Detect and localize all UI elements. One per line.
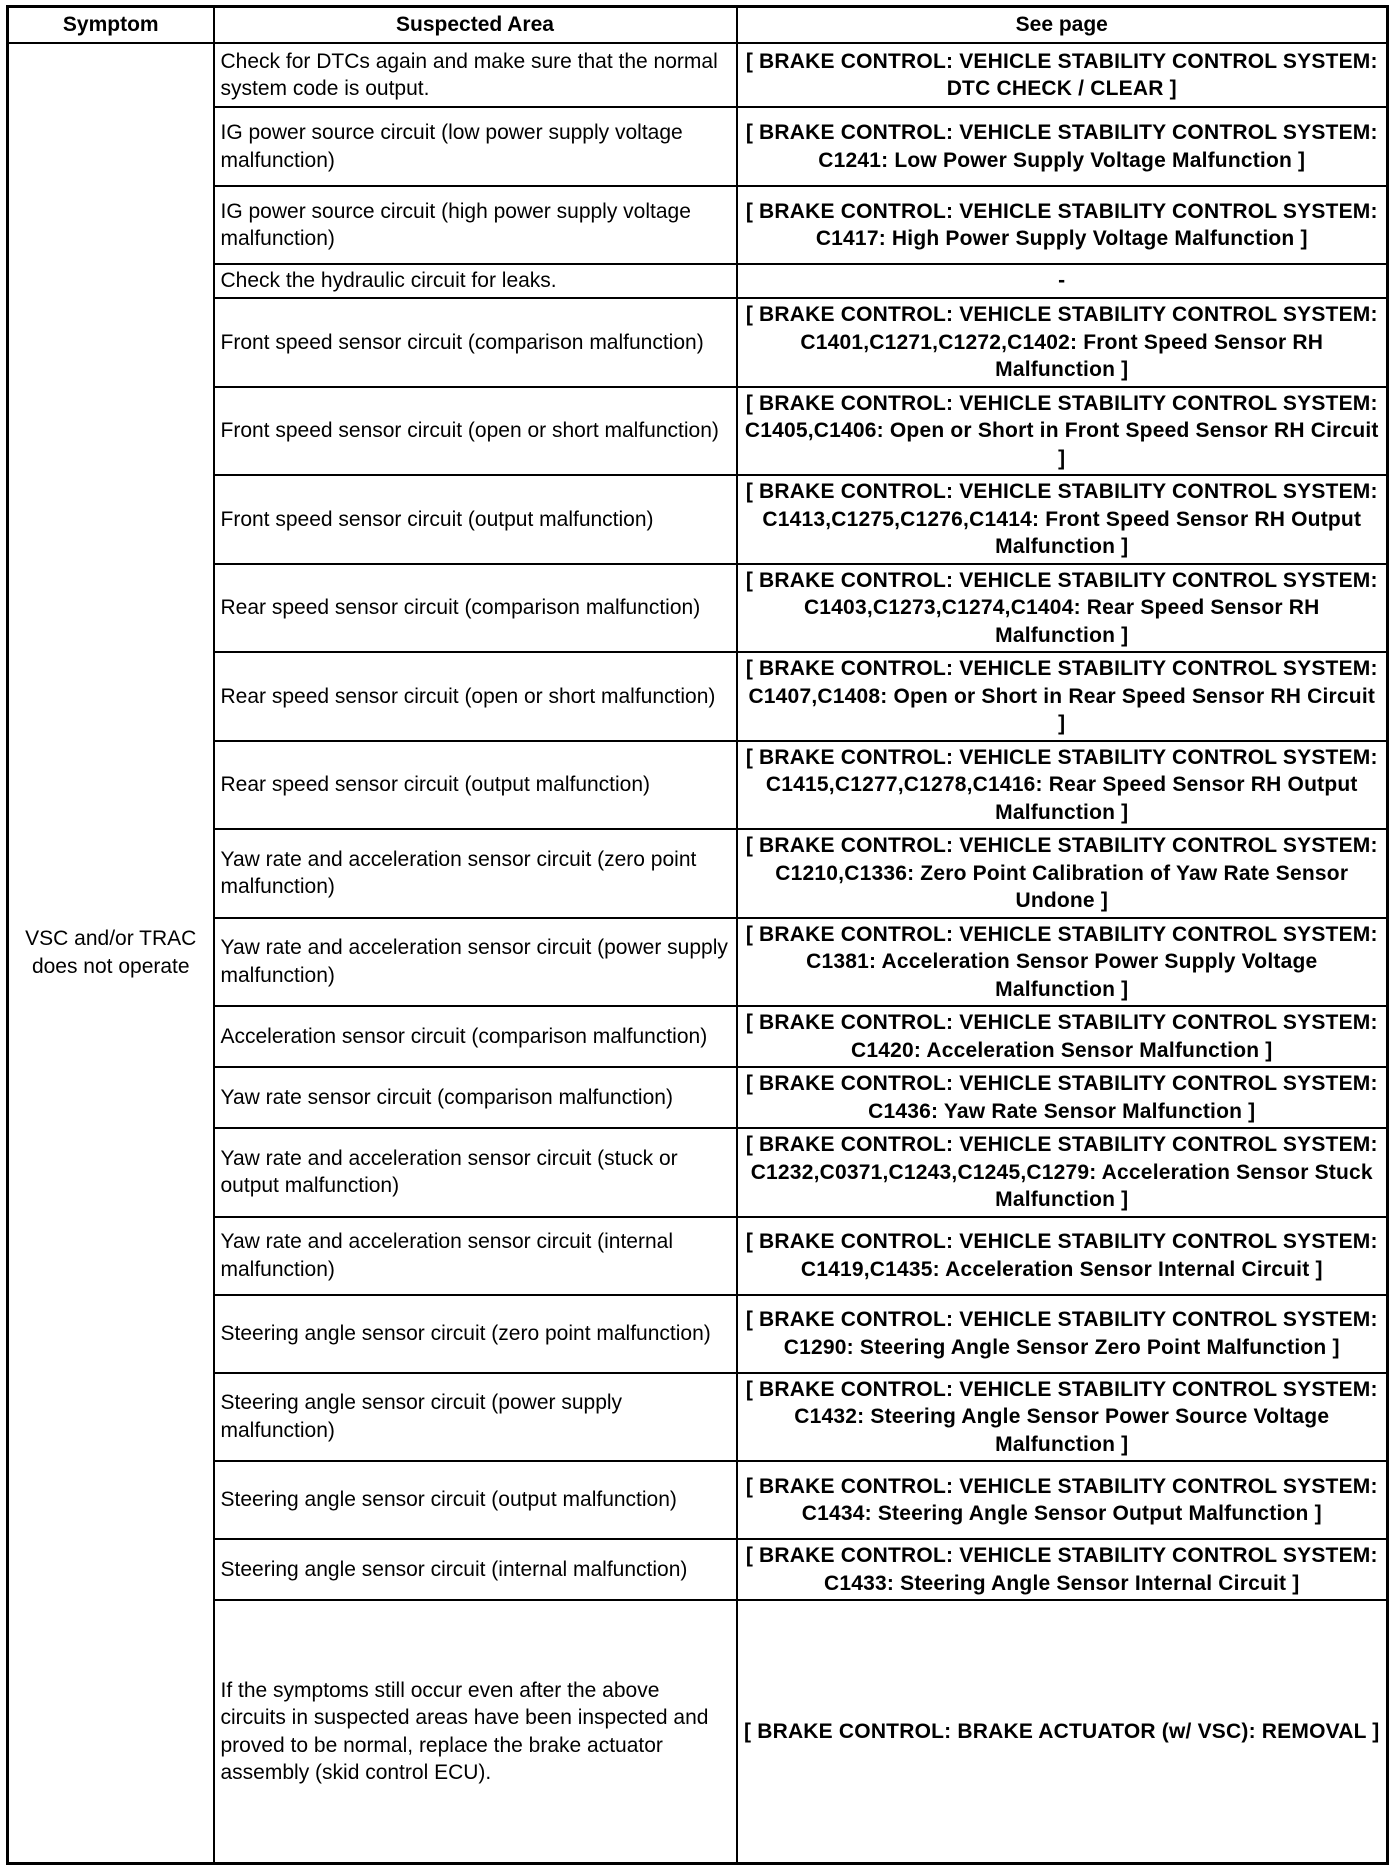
table-row — [8, 1217, 1388, 1295]
header-see-page: See page — [737, 7, 1388, 44]
header-symptom: Symptom — [8, 7, 214, 44]
troubleshooting-table — [6, 5, 1389, 1865]
header-row — [8, 7, 1388, 44]
table-row — [8, 186, 1388, 264]
see-page-link[interactable]: [ BRAKE CONTROL: VEHICLE STABILITY CONTROL SYSTEM: C1407,C1408: Open or Short in Rear Speed Sensor RH Circuit ] — [737, 652, 1388, 741]
see-page-link[interactable]: [ BRAKE CONTROL: VEHICLE STABILITY CONTROL SYSTEM: C1433: Steering Angle Sensor Internal Circuit ] — [737, 1539, 1388, 1600]
suspected-area-cell: Steering angle sensor circuit (internal malfunction) — [214, 1539, 737, 1600]
see-page-link[interactable]: [ BRAKE CONTROL: VEHICLE STABILITY CONTROL SYSTEM: C1419,C1435: Acceleration Sensor Internal Circuit ] — [737, 1217, 1388, 1295]
see-page-link[interactable]: [ BRAKE CONTROL: VEHICLE STABILITY CONTROL SYSTEM: C1232,C0371,C1243,C1245,C1279: Acceleration Sensor Stuck Malfunction ] — [737, 1128, 1388, 1217]
suspected-area-cell: Rear speed sensor circuit (comparison malfunction) — [214, 564, 737, 653]
table-row — [8, 918, 1388, 1007]
table-row — [8, 264, 1388, 298]
suspected-area-cell: Steering angle sensor circuit (power supply malfunction) — [214, 1373, 737, 1462]
suspected-area-cell: If the symptoms still occur even after the above circuits in suspected areas have been inspected and proved to be normal, replace the brake actuator assembly (skid control ECU). — [214, 1600, 737, 1864]
table-row — [8, 43, 1388, 107]
suspected-area-cell: Rear speed sensor circuit (output malfunction) — [214, 741, 737, 830]
suspected-area-cell: Yaw rate and acceleration sensor circuit (internal malfunction) — [214, 1217, 737, 1295]
suspected-area-cell: Rear speed sensor circuit (open or short malfunction) — [214, 652, 737, 741]
suspected-area-cell: Check the hydraulic circuit for leaks. — [214, 264, 737, 298]
table-row — [8, 741, 1388, 830]
see-page-link[interactable]: [ BRAKE CONTROL: VEHICLE STABILITY CONTROL SYSTEM: C1420: Acceleration Sensor Malfunction ] — [737, 1006, 1388, 1067]
table-row — [8, 475, 1388, 564]
table-row — [8, 298, 1388, 387]
table-row — [8, 829, 1388, 918]
suspected-area-cell: Front speed sensor circuit (comparison malfunction) — [214, 298, 737, 387]
table-row — [8, 1295, 1388, 1373]
suspected-area-cell: Check for DTCs again and make sure that the normal system code is output. — [214, 43, 737, 107]
suspected-area-cell: Front speed sensor circuit (output malfunction) — [214, 475, 737, 564]
see-page-link[interactable]: [ BRAKE CONTROL: VEHICLE STABILITY CONTROL SYSTEM: DTC CHECK / CLEAR ] — [737, 43, 1388, 107]
see-page-link[interactable]: [ BRAKE CONTROL: VEHICLE STABILITY CONTROL SYSTEM: C1210,C1336: Zero Point Calibration of Yaw Rate Sensor Undone ] — [737, 829, 1388, 918]
see-page-link[interactable]: [ BRAKE CONTROL: VEHICLE STABILITY CONTROL SYSTEM: C1432: Steering Angle Sensor Power Source Voltage Malfunction ] — [737, 1373, 1388, 1462]
suspected-area-cell: Steering angle sensor circuit (zero point malfunction) — [214, 1295, 737, 1373]
suspected-area-cell: Yaw rate and acceleration sensor circuit (power supply malfunction) — [214, 918, 737, 1007]
suspected-area-cell: IG power source circuit (low power supply voltage malfunction) — [214, 107, 737, 186]
see-page-link[interactable]: [ BRAKE CONTROL: VEHICLE STABILITY CONTROL SYSTEM: C1403,C1273,C1274,C1404: Rear Speed Sensor RH Malfunction ] — [737, 564, 1388, 653]
suspected-area-cell: IG power source circuit (high power supply voltage malfunction) — [214, 186, 737, 264]
symptom-cell: VSC and/or TRAC does not operate — [8, 43, 214, 1864]
see-page-link[interactable]: [ BRAKE CONTROL: VEHICLE STABILITY CONTROL SYSTEM: C1290: Steering Angle Sensor Zero Point Malfunction ] — [737, 1295, 1388, 1373]
suspected-area-cell: Acceleration sensor circuit (comparison malfunction) — [214, 1006, 737, 1067]
see-page-link[interactable]: [ BRAKE CONTROL: VEHICLE STABILITY CONTROL SYSTEM: C1415,C1277,C1278,C1416: Rear Speed Sensor RH Output Malfunction ] — [737, 741, 1388, 830]
table-row — [8, 1373, 1388, 1462]
table-row — [8, 1600, 1388, 1864]
see-page-link[interactable]: [ BRAKE CONTROL: VEHICLE STABILITY CONTROL SYSTEM: C1417: High Power Supply Voltage Malfunction ] — [737, 186, 1388, 264]
table-row — [8, 1067, 1388, 1128]
suspected-area-cell: Yaw rate and acceleration sensor circuit (zero point malfunction) — [214, 829, 737, 918]
see-page-link[interactable]: [ BRAKE CONTROL: VEHICLE STABILITY CONTROL SYSTEM: C1413,C1275,C1276,C1414: Front Speed Sensor RH Output Malfunction ] — [737, 475, 1388, 564]
see-page-link[interactable]: [ BRAKE CONTROL: VEHICLE STABILITY CONTROL SYSTEM: C1401,C1271,C1272,C1402: Front Speed Sensor RH Malfunction ] — [737, 298, 1388, 387]
suspected-area-cell: Yaw rate and acceleration sensor circuit (stuck or output malfunction) — [214, 1128, 737, 1217]
see-page-link[interactable]: [ BRAKE CONTROL: VEHICLE STABILITY CONTROL SYSTEM: C1434: Steering Angle Sensor Output Malfunction ] — [737, 1461, 1388, 1539]
table-row — [8, 1461, 1388, 1539]
suspected-area-cell: Yaw rate sensor circuit (comparison malfunction) — [214, 1067, 737, 1128]
suspected-area-cell: Steering angle sensor circuit (output malfunction) — [214, 1461, 737, 1539]
see-page-link[interactable]: [ BRAKE CONTROL: VEHICLE STABILITY CONTROL SYSTEM: C1381: Acceleration Sensor Power Supply Voltage Malfunction ] — [737, 918, 1388, 1007]
table-row — [8, 387, 1388, 476]
table-row — [8, 564, 1388, 653]
see-page-link[interactable]: [ BRAKE CONTROL: BRAKE ACTUATOR (w/ VSC): REMOVAL ] — [737, 1600, 1388, 1864]
table-row — [8, 1006, 1388, 1067]
table-row — [8, 652, 1388, 741]
see-page-link[interactable]: [ BRAKE CONTROL: VEHICLE STABILITY CONTROL SYSTEM: C1436: Yaw Rate Sensor Malfunction ] — [737, 1067, 1388, 1128]
table-body — [8, 43, 1388, 1864]
see-page-link[interactable]: [ BRAKE CONTROL: VEHICLE STABILITY CONTROL SYSTEM: C1405,C1406: Open or Short in Front Speed Sensor RH Circuit ] — [737, 387, 1388, 476]
table-row — [8, 1128, 1388, 1217]
see-page-link[interactable]: [ BRAKE CONTROL: VEHICLE STABILITY CONTROL SYSTEM: C1241: Low Power Supply Voltage Malfunction ] — [737, 107, 1388, 186]
see-page-link[interactable]: - — [737, 264, 1388, 298]
suspected-area-cell: Front speed sensor circuit (open or short malfunction) — [214, 387, 737, 476]
table-row — [8, 107, 1388, 186]
header-suspected-area: Suspected Area — [214, 7, 737, 44]
table-row — [8, 1539, 1388, 1600]
